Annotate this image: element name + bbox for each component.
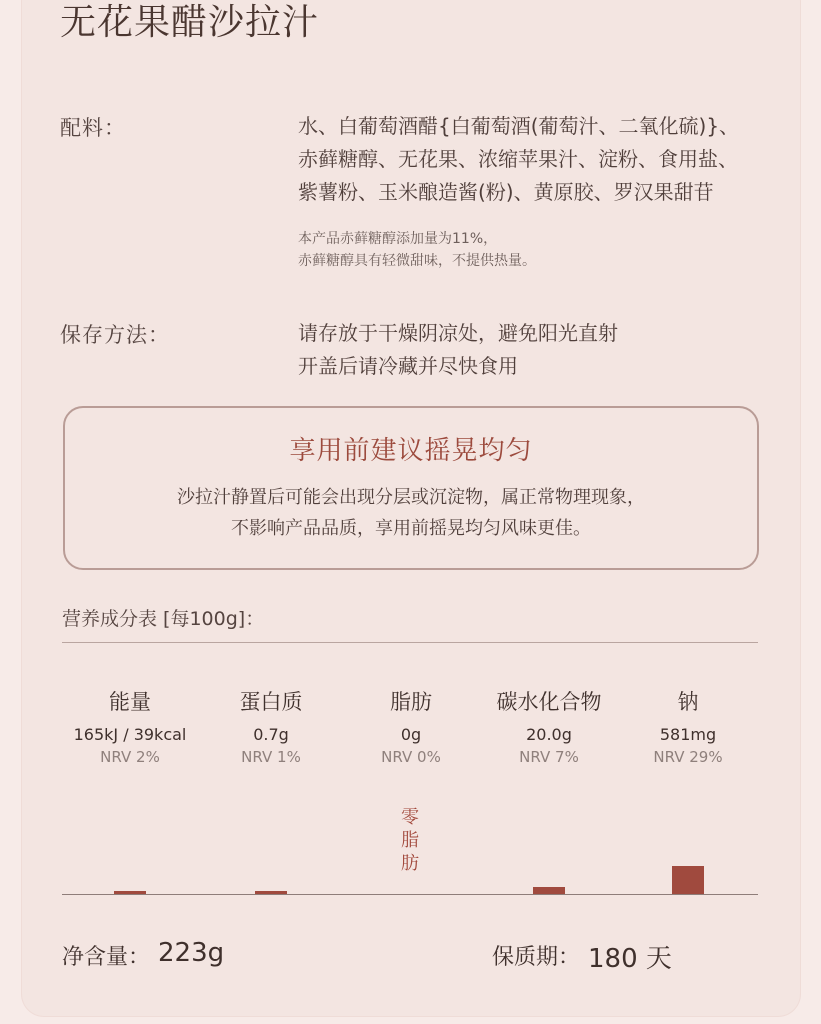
nutrition-divider bbox=[62, 642, 758, 643]
nutrient-value: 0g bbox=[400, 725, 422, 744]
ingredients-list bbox=[298, 110, 798, 209]
nutrient-energy bbox=[55, 686, 205, 768]
erythritol-note bbox=[298, 228, 778, 272]
nutrient-nrv: NRV 2% bbox=[100, 748, 160, 766]
net-weight-label: 净含量： bbox=[62, 945, 151, 970]
nutrient-value: 581mg bbox=[659, 725, 717, 744]
nutrient-name: 能量 bbox=[109, 690, 151, 714]
note-line: 本产品赤藓糖醇添加量为11%， bbox=[298, 231, 498, 247]
nutrient-nrv: NRV 29% bbox=[653, 748, 723, 766]
nutrient-value: 0.7g bbox=[253, 725, 289, 744]
nutrient-sodium bbox=[613, 686, 763, 768]
ingredients-line: 赤藓糖醇、无花果、浓缩苹果汁、淀粉、食用盐、 bbox=[298, 147, 738, 171]
nutrient-nrv: NRV 7% bbox=[519, 748, 579, 766]
product-title: 无花果醋沙拉汁 bbox=[60, 2, 320, 43]
shelf-life-value: 180 天 bbox=[588, 944, 672, 974]
ingredients-line: 水、白葡萄酒醋{白葡萄酒(葡萄汁、二氧化硫)}、 bbox=[298, 114, 740, 138]
nutrient-carbohydrate bbox=[474, 686, 624, 768]
nutrient-value: 165kJ / 39kcal bbox=[73, 725, 187, 744]
note-line: 赤藓糖醇具有轻微甜味，不提供热量。 bbox=[298, 253, 536, 269]
storage-instructions bbox=[298, 317, 618, 383]
shelf-life-label: 保质期： bbox=[492, 945, 581, 970]
nrv-bar-3 bbox=[533, 887, 565, 894]
nutrient-name: 碳水化合物 bbox=[496, 690, 602, 714]
net-weight-value: 223g bbox=[158, 938, 225, 968]
nutrient-fat bbox=[336, 686, 486, 768]
shake-notice-line: 不影响产品品质，享用前摇晃均匀风味更佳。 bbox=[231, 518, 591, 539]
ingredients-label: 配料： bbox=[60, 116, 126, 140]
ingredients-line: 紫薯粉、玉米酿造酱(粉)、黄原胶、罗汉果甜苷 bbox=[298, 180, 714, 204]
nutrition-heading: 营养成分表 [每100g]： bbox=[62, 608, 265, 630]
nutrient-name: 脂肪 bbox=[390, 690, 432, 714]
nutrient-name: 蛋白质 bbox=[239, 690, 303, 714]
shake-notice-line: 沙拉汁静置后可能会出现分层或沉淀物，属正常物理现象， bbox=[177, 487, 645, 508]
nutrient-protein bbox=[196, 686, 346, 768]
shake-notice-body bbox=[65, 482, 757, 544]
nrv-bar-4 bbox=[672, 866, 704, 894]
chart-baseline bbox=[62, 894, 758, 895]
shake-notice-box bbox=[63, 406, 759, 570]
zero-fat-label: 零脂肪 bbox=[401, 807, 419, 874]
nutrient-name: 钠 bbox=[677, 690, 699, 714]
storage-label: 保存方法： bbox=[60, 323, 170, 347]
storage-line: 开盖后请冷藏并尽快食用 bbox=[298, 354, 518, 378]
nutrient-nrv: NRV 1% bbox=[241, 748, 301, 766]
nutrient-value: 20.0g bbox=[526, 725, 572, 744]
storage-line: 请存放于干燥阴凉处，避免阳光直射 bbox=[298, 321, 618, 345]
nutrient-nrv: NRV 0% bbox=[381, 748, 441, 766]
shake-notice-title: 享用前建议摇晃均匀 bbox=[289, 436, 533, 466]
